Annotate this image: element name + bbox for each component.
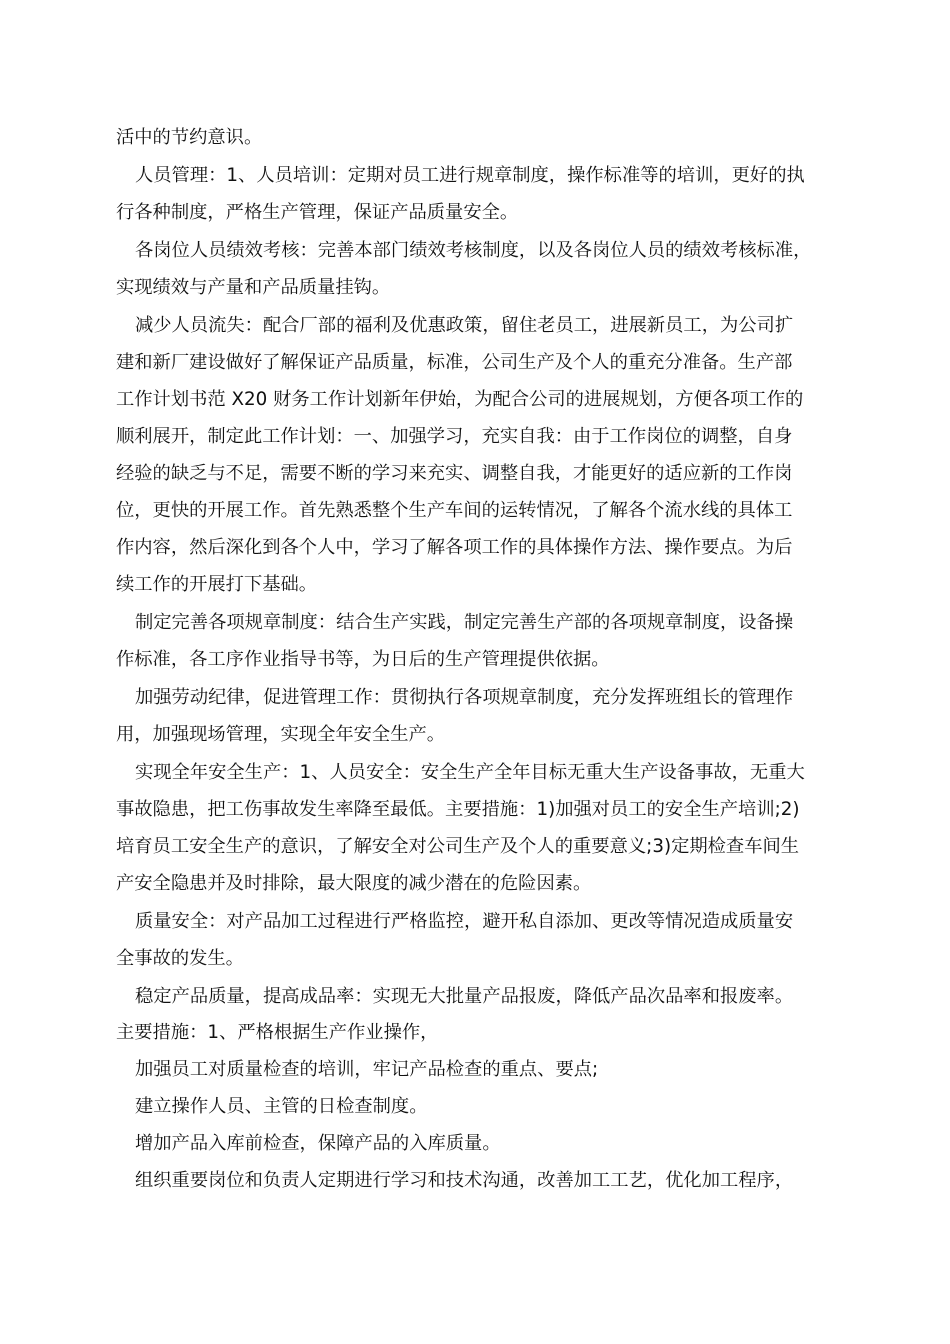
paragraph-start-line: 实现全年安全生产：1、人员安全：安全生产全年目标无重大生产设备事故，无重大 [135, 762, 805, 783]
text-line: 工作计划书范 X20 财务工作计划新年伊始，为配合公司的进展规划，方便各项工作的 [116, 389, 804, 410]
text-line: 活中的节约意识。 [116, 127, 263, 148]
text-line: 续工作的开展打下基础。 [116, 574, 318, 595]
text-line: 全事故的发生。 [116, 948, 244, 969]
text-line: 用，加强现场管理，实现全年安全生产。 [116, 724, 446, 745]
paragraph-start-line: 建立操作人员、主管的日检查制度。 [135, 1096, 428, 1117]
paragraph-start-line: 加强员工对质量检查的培训，牢记产品检查的重点、要点; [135, 1059, 599, 1080]
paragraph-start-line: 增加产品入库前检查，保障产品的入库质量。 [135, 1133, 501, 1154]
text-line: 作内容，然后深化到各个人中，学习了解各项工作的具体操作方法、操作要点。为后 [116, 537, 793, 558]
paragraph-start-line: 组织重要岗位和负责人定期进行学习和技术沟通，改善加工工艺，优化加工程序， [135, 1170, 794, 1191]
paragraph-start-line: 各岗位人员绩效考核：完善本部门绩效考核制度，以及各岗位人员的绩效考核标准， [135, 240, 812, 261]
paragraph-start-line: 稳定产品质量，提高成品率：实现无大批量产品报废，降低产品次品率和报废率。 [135, 986, 794, 1007]
text-line: 培育员工安全生产的意识，了解安全对公司生产及个人的重要意义;3)定期检查车间生 [116, 836, 800, 857]
text-line: 建和新厂建设做好了解保证产品质量，标准，公司生产及个人的重充分准备。生产部 [116, 352, 793, 373]
text-line: 实现绩效与产量和产品质量挂钩。 [116, 277, 391, 298]
text-line: 事故隐患，把工伤事故发生率降至最低。主要措施：1)加强对员工的安全生产培训;2) [116, 799, 800, 820]
text-line: 作标准，各工序作业指导书等，为日后的生产管理提供依据。 [116, 649, 610, 670]
paragraph-start-line: 制定完善各项规章制度：结合生产实践，制定完善生产部的各项规章制度，设备操 [135, 612, 794, 633]
paragraph-start-line: 减少人员流失：配合厂部的福利及优惠政策，留住老员工，进展新员工，为公司扩 [135, 315, 794, 336]
text-line: 经验的缺乏与不足，需要不断的学习来充实、调整自我，才能更好的适应新的工作岗 [116, 463, 793, 484]
text-line: 产安全隐患并及时排除，最大限度的减少潜在的危险因素。 [116, 873, 592, 894]
paragraph-start-line: 人员管理：1、人员培训：定期对员工进行规章制度，操作标准等的培训，更好的执 [135, 165, 805, 186]
text-line: 顺利展开，制定此工作计划：一、加强学习，充实自我：由于工作岗位的调整，自身 [116, 426, 793, 447]
paragraph-start-line: 加强劳动纪律，促进管理工作：贯彻执行各项规章制度，充分发挥班组长的管理作 [135, 687, 794, 708]
text-line: 主要措施：1、严格根据生产作业操作， [116, 1022, 439, 1043]
text-line: 位，更快的开展工作。首先熟悉整个生产车间的运转情况，了解各个流水线的具体工 [116, 500, 793, 521]
text-line: 行各种制度，严格生产管理，保证产品质量安全。 [116, 202, 519, 223]
paragraph-start-line: 质量安全：对产品加工过程进行严格监控，避开私自添加、更改等情况造成质量安 [135, 911, 794, 932]
